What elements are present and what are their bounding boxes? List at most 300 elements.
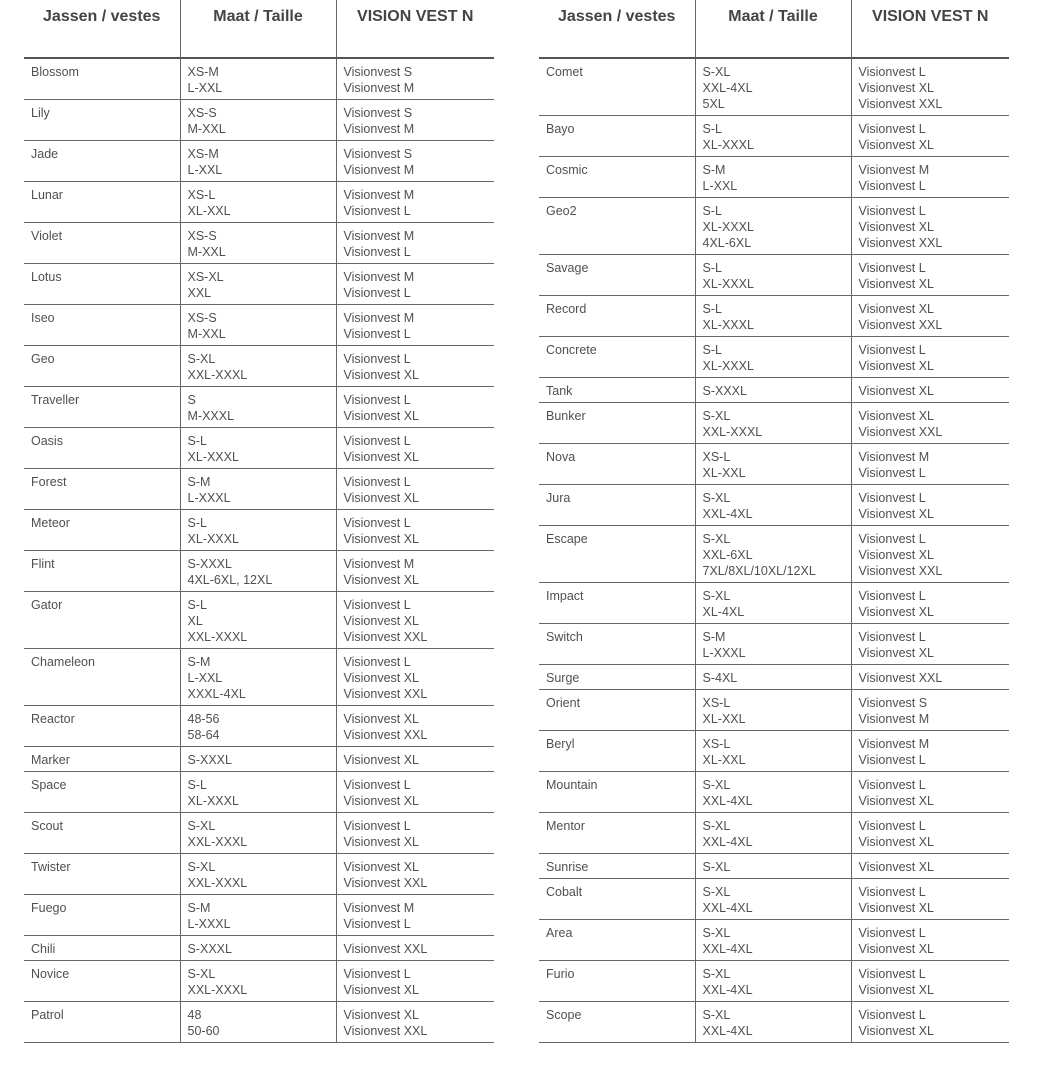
- vest-line: Visionvest S: [343, 65, 413, 79]
- vest-cell: [336, 1002, 494, 1043]
- size-line: S-4XL: [702, 671, 738, 685]
- vest-line: Visionvest XXL: [343, 876, 428, 890]
- size-cell: [180, 469, 336, 510]
- table-row: [539, 690, 1009, 731]
- vest-cell: [336, 305, 494, 346]
- header-jackets: Jassen / vestes: [539, 0, 695, 58]
- vest-cell: [336, 387, 494, 428]
- table-row: [24, 649, 494, 706]
- table-row: [24, 387, 494, 428]
- vest-line: Visionvest XL: [858, 605, 935, 619]
- vest-line: Visionvest XL: [343, 671, 420, 685]
- size-cell: [695, 665, 851, 690]
- size-line: S-XXXL: [187, 942, 232, 956]
- vest-cell: [851, 296, 1009, 337]
- table-row: [539, 296, 1009, 337]
- table-row: [539, 920, 1009, 961]
- vest-line: Visionvest XL: [343, 983, 420, 997]
- table-row: [539, 583, 1009, 624]
- size-line: S-L: [187, 598, 207, 612]
- table-row: [539, 444, 1009, 485]
- table-row: [24, 706, 494, 747]
- table-row: [24, 264, 494, 305]
- vest-line: Visionvest L: [858, 1008, 926, 1022]
- size-cell: [180, 551, 336, 592]
- size-cell: [180, 1002, 336, 1043]
- vest-line: Visionvest L: [858, 926, 926, 940]
- jacket-name-cell: Geo: [24, 346, 180, 387]
- table-row: [539, 813, 1009, 854]
- jacket-name-cell: Bayo: [539, 116, 695, 157]
- header-vision-vest: VISION VEST N: [851, 0, 1009, 58]
- size-cell: [695, 813, 851, 854]
- vest-cell: [336, 747, 494, 772]
- size-cell: [180, 510, 336, 551]
- vest-line: Visionvest XL: [343, 409, 420, 423]
- jacket-name-cell: Orient: [539, 690, 695, 731]
- size-line: XL-XXXL: [187, 794, 239, 808]
- vest-line: Visionvest S: [858, 696, 928, 710]
- size-cell: [180, 428, 336, 469]
- jacket-name-cell: Lunar: [24, 182, 180, 223]
- vest-line: Visionvest XL: [858, 220, 935, 234]
- table-row: [539, 1002, 1009, 1043]
- jacket-name-cell: Sunrise: [539, 854, 695, 879]
- size-cell: [180, 772, 336, 813]
- header-jackets: Jassen / vestes: [24, 0, 180, 58]
- size-line: XXL-4XL: [702, 983, 753, 997]
- size-line: M-XXL: [187, 327, 226, 341]
- vest-line: Visionvest M: [343, 901, 415, 915]
- jacket-name-cell: Scout: [24, 813, 180, 854]
- vest-line: Visionvest XL: [858, 302, 935, 316]
- table-row: [24, 428, 494, 469]
- size-line: XXL-4XL: [702, 835, 753, 849]
- size-cell: [695, 1002, 851, 1043]
- vest-cell: [336, 223, 494, 264]
- vest-cell: [336, 592, 494, 649]
- vest-line: Visionvest XXL: [858, 425, 943, 439]
- size-line: XS-L: [702, 450, 731, 464]
- vest-line: Visionvest L: [343, 286, 411, 300]
- size-line: XS-XL: [187, 270, 224, 284]
- vest-cell: [851, 337, 1009, 378]
- size-cell: [695, 157, 851, 198]
- size-line: S-XL: [702, 860, 731, 874]
- jacket-name-cell: Patrol: [24, 1002, 180, 1043]
- table-row: [24, 961, 494, 1002]
- vest-line: Visionvest L: [858, 204, 926, 218]
- table-row: [539, 58, 1009, 116]
- size-line: XXL-4XL: [702, 901, 753, 915]
- size-cell: [695, 690, 851, 731]
- vest-line: Visionvest XXL: [858, 236, 943, 250]
- vest-line: Visionvest XL: [858, 942, 935, 956]
- size-line: XL-XXXL: [702, 359, 754, 373]
- vest-cell: [851, 1002, 1009, 1043]
- jacket-name-cell: Bunker: [539, 403, 695, 444]
- jacket-name-cell: Flint: [24, 551, 180, 592]
- size-line: S-XL: [702, 885, 731, 899]
- size-line: XS-L: [702, 696, 731, 710]
- size-line: XXL-4XL: [702, 81, 753, 95]
- jacket-name-cell: Reactor: [24, 706, 180, 747]
- vest-line: Visionvest M: [858, 712, 930, 726]
- vest-cell: [851, 624, 1009, 665]
- size-cell: [695, 403, 851, 444]
- vest-line: Visionvest L: [343, 778, 411, 792]
- vest-cell: [851, 526, 1009, 583]
- vest-cell: [336, 141, 494, 182]
- size-line: S-L: [187, 778, 207, 792]
- table-row: [24, 305, 494, 346]
- size-cell: [180, 346, 336, 387]
- jacket-name-cell: Mountain: [539, 772, 695, 813]
- vest-line: Visionvest L: [343, 967, 411, 981]
- table-row: [539, 526, 1009, 583]
- table-row: [24, 1002, 494, 1043]
- vest-line: Visionvest XL: [343, 491, 420, 505]
- jacket-name-cell: Traveller: [24, 387, 180, 428]
- vest-line: Visionvest XXL: [858, 564, 943, 578]
- size-line: S: [187, 393, 196, 407]
- vest-line: Visionvest XXL: [343, 1024, 428, 1038]
- size-cell: [695, 879, 851, 920]
- vest-line: Visionvest XL: [858, 860, 935, 874]
- size-table-right: [539, 0, 1009, 1043]
- size-line: 4XL-6XL, 12XL: [187, 573, 273, 587]
- jacket-name-cell: Surge: [539, 665, 695, 690]
- size-line: XS-L: [702, 737, 731, 751]
- jacket-name-cell: Impact: [539, 583, 695, 624]
- size-line: XXL-4XL: [702, 942, 753, 956]
- vest-cell: [336, 100, 494, 141]
- jacket-name-cell: Cobalt: [539, 879, 695, 920]
- jacket-name-cell: Comet: [539, 58, 695, 116]
- jacket-name-cell: Forest: [24, 469, 180, 510]
- size-cell: [695, 58, 851, 116]
- size-line: S-XXXL: [187, 557, 232, 571]
- size-cell: [695, 854, 851, 879]
- vest-line: Visionvest L: [858, 343, 926, 357]
- size-line: 5XL: [702, 97, 725, 111]
- size-cell: [180, 936, 336, 961]
- jacket-name-cell: Beryl: [539, 731, 695, 772]
- size-cell: [180, 305, 336, 346]
- size-line: XS-M: [187, 147, 219, 161]
- size-cell: [180, 264, 336, 305]
- jacket-name-cell: Space: [24, 772, 180, 813]
- vest-cell: [851, 731, 1009, 772]
- size-line: S-XL: [702, 589, 731, 603]
- table-row: [539, 665, 1009, 690]
- size-cell: [180, 895, 336, 936]
- vest-line: Visionvest XL: [343, 1008, 420, 1022]
- vest-cell: [336, 649, 494, 706]
- vest-cell: [336, 706, 494, 747]
- jacket-name-cell: Novice: [24, 961, 180, 1002]
- vest-cell: [851, 485, 1009, 526]
- table-row: [539, 772, 1009, 813]
- size-line: S-XL: [702, 409, 731, 423]
- jacket-name-cell: Blossom: [24, 58, 180, 100]
- vest-cell: [851, 690, 1009, 731]
- size-line: XS-L: [187, 188, 216, 202]
- table-row: [24, 854, 494, 895]
- vest-cell: [336, 469, 494, 510]
- table-row: [539, 198, 1009, 255]
- vest-cell: [336, 961, 494, 1002]
- size-cell: [180, 592, 336, 649]
- size-line: S-L: [702, 122, 722, 136]
- size-line: L-XXXL: [187, 917, 231, 931]
- size-cell: [180, 813, 336, 854]
- vest-line: Visionvest L: [343, 245, 411, 259]
- jacket-name-cell: Concrete: [539, 337, 695, 378]
- vest-cell: [851, 879, 1009, 920]
- header-vision-vest: VISION VEST N: [336, 0, 494, 58]
- vest-line: Visionvest L: [858, 122, 926, 136]
- vest-line: Visionvest M: [858, 163, 930, 177]
- size-line: XL-XXXL: [702, 220, 754, 234]
- vest-line: Visionvest S: [343, 147, 413, 161]
- size-cell: [180, 141, 336, 182]
- jacket-name-cell: Nova: [539, 444, 695, 485]
- vest-cell: [851, 58, 1009, 116]
- vest-line: Visionvest XXL: [858, 671, 943, 685]
- size-line: XXL-XXXL: [187, 630, 248, 644]
- size-cell: [180, 58, 336, 100]
- vest-line: Visionvest XL: [858, 901, 935, 915]
- size-line: S-M: [702, 630, 726, 644]
- vest-line: Visionvest L: [858, 261, 926, 275]
- size-line: S-XL: [187, 967, 216, 981]
- vest-line: Visionvest XL: [858, 81, 935, 95]
- size-cell: [695, 337, 851, 378]
- size-line: S-XL: [702, 778, 731, 792]
- size-line: XXL-XXXL: [702, 425, 763, 439]
- vest-line: Visionvest XL: [858, 794, 935, 808]
- jacket-name-cell: Jura: [539, 485, 695, 526]
- table-row: [24, 58, 494, 100]
- size-line: S-L: [702, 204, 722, 218]
- vest-line: Visionvest L: [343, 434, 411, 448]
- vest-line: Visionvest M: [343, 188, 415, 202]
- size-line: S-L: [187, 434, 207, 448]
- vest-line: Visionvest L: [343, 475, 411, 489]
- size-line: S-M: [702, 163, 726, 177]
- table-row: [539, 255, 1009, 296]
- size-line: 48-56: [187, 712, 220, 726]
- size-line: L-XXL: [187, 163, 223, 177]
- vest-line: Visionvest XL: [343, 712, 420, 726]
- size-line: S-XXXL: [187, 753, 232, 767]
- size-table-left: [24, 0, 494, 1043]
- size-line: L-XXL: [187, 81, 223, 95]
- size-line: S-L: [187, 516, 207, 530]
- vest-line: Visionvest L: [858, 532, 926, 546]
- size-cell: [695, 772, 851, 813]
- table-row: [539, 879, 1009, 920]
- table-row: [24, 182, 494, 223]
- vest-cell: [336, 895, 494, 936]
- vest-line: Visionvest L: [343, 598, 411, 612]
- vest-line: Visionvest L: [858, 967, 926, 981]
- vest-line: Visionvest XXL: [343, 942, 428, 956]
- table-row: [539, 337, 1009, 378]
- vest-line: Visionvest M: [343, 163, 415, 177]
- size-cell: [695, 116, 851, 157]
- table-row: [539, 854, 1009, 879]
- vest-cell: [851, 854, 1009, 879]
- size-line: XXL: [187, 286, 212, 300]
- vest-line: Visionvest L: [858, 589, 926, 603]
- vest-cell: [851, 116, 1009, 157]
- vest-cell: [336, 510, 494, 551]
- size-line: S-XL: [187, 352, 216, 366]
- size-line: L-XXL: [187, 671, 223, 685]
- size-line: XS-M: [187, 65, 219, 79]
- vest-cell: [851, 255, 1009, 296]
- vest-line: Visionvest M: [343, 270, 415, 284]
- size-line: L-XXXL: [187, 491, 231, 505]
- size-line: 50-60: [187, 1024, 220, 1038]
- table-row: [539, 403, 1009, 444]
- jacket-name-cell: Furio: [539, 961, 695, 1002]
- size-line: XXL-XXXL: [187, 876, 248, 890]
- size-line: XL-XXXL: [702, 138, 754, 152]
- vest-line: Visionvest XXL: [343, 728, 428, 742]
- jacket-name-cell: Record: [539, 296, 695, 337]
- vest-line: Visionvest L: [343, 204, 411, 218]
- jacket-name-cell: Tank: [539, 378, 695, 403]
- vest-cell: [336, 428, 494, 469]
- table-header-row: [539, 0, 1009, 58]
- table-row: [24, 747, 494, 772]
- jacket-name-cell: Cosmic: [539, 157, 695, 198]
- size-cell: [695, 255, 851, 296]
- size-line: XS-S: [187, 229, 217, 243]
- size-line: S-XXXL: [702, 384, 747, 398]
- size-line: S-XL: [702, 532, 731, 546]
- table-row: [24, 772, 494, 813]
- table-row: [24, 469, 494, 510]
- jacket-name-cell: Gator: [24, 592, 180, 649]
- table-row: [24, 813, 494, 854]
- size-line: XXL-6XL: [702, 548, 753, 562]
- vest-line: Visionvest XL: [858, 983, 935, 997]
- size-cell: [180, 100, 336, 141]
- vest-cell: [851, 444, 1009, 485]
- size-line: XS-S: [187, 106, 217, 120]
- table-row: [24, 592, 494, 649]
- vest-line: Visionvest XL: [858, 384, 935, 398]
- size-cell: [180, 649, 336, 706]
- vest-cell: [851, 665, 1009, 690]
- vest-line: Visionvest L: [858, 630, 926, 644]
- header-size: Maat / Taille: [695, 0, 851, 58]
- vest-line: Visionvest L: [343, 516, 411, 530]
- vest-line: Visionvest XL: [858, 646, 935, 660]
- size-line: S-XL: [702, 819, 731, 833]
- size-cell: [695, 378, 851, 403]
- size-line: S-XL: [702, 967, 731, 981]
- vest-line: Visionvest L: [343, 917, 411, 931]
- vest-line: Visionvest XXL: [343, 630, 428, 644]
- size-cell: [695, 198, 851, 255]
- size-line: S-XL: [702, 65, 731, 79]
- size-line: S-XL: [187, 819, 216, 833]
- table-header-row: [24, 0, 494, 58]
- jacket-name-cell: Chameleon: [24, 649, 180, 706]
- size-line: XXXL-4XL: [187, 687, 246, 701]
- vest-line: Visionvest XL: [343, 450, 420, 464]
- size-line: M-XXL: [187, 245, 226, 259]
- size-line: XXL-XXXL: [187, 835, 248, 849]
- size-line: XL-XXXL: [702, 277, 754, 291]
- size-cell: [695, 296, 851, 337]
- vest-cell: [851, 920, 1009, 961]
- jacket-name-cell: Savage: [539, 255, 695, 296]
- size-line: 58-64: [187, 728, 220, 742]
- size-line: XL-XXXL: [702, 318, 754, 332]
- vest-line: Visionvest L: [858, 65, 926, 79]
- vest-line: Visionvest L: [858, 885, 926, 899]
- vest-line: Visionvest L: [343, 655, 411, 669]
- size-line: S-M: [187, 655, 211, 669]
- jacket-name-cell: Chili: [24, 936, 180, 961]
- jacket-name-cell: Jade: [24, 141, 180, 182]
- size-line: S-XL: [702, 1008, 731, 1022]
- size-cell: [695, 920, 851, 961]
- table-row: [24, 936, 494, 961]
- vest-line: Visionvest XL: [858, 409, 935, 423]
- size-line: XL-XXXL: [187, 532, 239, 546]
- vest-line: Visionvest M: [858, 737, 930, 751]
- size-line: S-L: [702, 261, 722, 275]
- vest-line: Visionvest L: [343, 352, 411, 366]
- vest-cell: [851, 403, 1009, 444]
- vest-cell: [336, 854, 494, 895]
- size-line: XS-S: [187, 311, 217, 325]
- vest-line: Visionvest XL: [343, 614, 420, 628]
- size-line: XL: [187, 614, 203, 628]
- jacket-name-cell: Scope: [539, 1002, 695, 1043]
- jacket-name-cell: Violet: [24, 223, 180, 264]
- table-row: [539, 731, 1009, 772]
- vest-line: Visionvest XL: [343, 794, 420, 808]
- vest-line: Visionvest M: [343, 557, 415, 571]
- vest-line: Visionvest L: [343, 393, 411, 407]
- size-line: XXL-4XL: [702, 794, 753, 808]
- vest-cell: [851, 961, 1009, 1002]
- size-line: S-M: [187, 475, 211, 489]
- vest-line: Visionvest XL: [858, 507, 935, 521]
- size-line: XL-XXL: [702, 753, 746, 767]
- vest-cell: [851, 772, 1009, 813]
- size-line: 48: [187, 1008, 202, 1022]
- size-line: 4XL-6XL: [702, 236, 752, 250]
- vest-cell: [336, 551, 494, 592]
- vest-line: Visionvest M: [858, 450, 930, 464]
- vest-line: Visionvest XL: [343, 835, 420, 849]
- size-line: L-XXL: [702, 179, 738, 193]
- jacket-name-cell: Area: [539, 920, 695, 961]
- size-line: S-L: [702, 343, 722, 357]
- vest-line: Visionvest XL: [858, 835, 935, 849]
- table-row: [539, 116, 1009, 157]
- size-cell: [695, 526, 851, 583]
